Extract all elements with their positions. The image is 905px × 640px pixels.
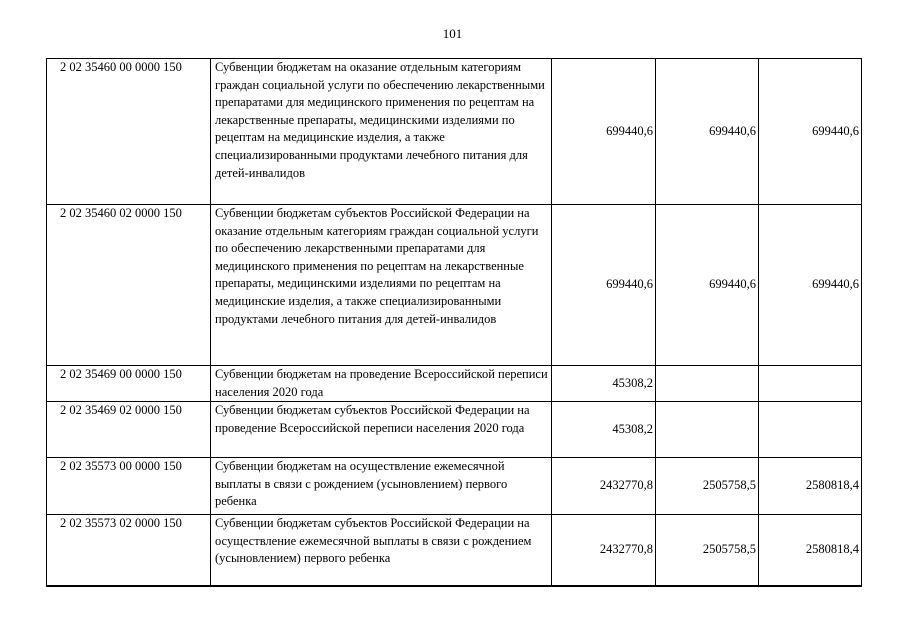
- amount-cell-1: 45308,2: [552, 402, 656, 458]
- amount-cell-1: 699440,6: [552, 205, 656, 366]
- amount-cell-2: [656, 402, 759, 458]
- amount-cell-3: [759, 366, 862, 402]
- amount-cell-2: 699440,6: [656, 59, 759, 205]
- amount-cell-1: 2432770,8: [552, 458, 656, 515]
- amount-cell-1: 2432770,8: [552, 515, 656, 587]
- description-cell: Субвенции бюджетам на проведение Всероссийской переписи населения 2020 года: [211, 366, 552, 402]
- budget-code-cell: 2 02 35469 02 0000 150: [47, 402, 211, 458]
- description-cell: Субвенции бюджетам субъектов Российской Федерации на оказание отдельным категориям граждан социальной услуги по обеспечению лекарственными препаратами для медицинского применения по рецептам на лекарственные препараты, медицинскими изделиями по рецептам на медицинские изделия, а также специализированными продуктами лечебного питания для детей-инвалидов: [211, 205, 552, 366]
- budget-code-cell: 2 02 35573 02 0000 150: [47, 515, 211, 587]
- amount-cell-3: [759, 402, 862, 458]
- description-cell: Субвенции бюджетам на осуществление ежемесячной выплаты в связи с рождением (усыновлением) первого ребенка: [211, 458, 552, 515]
- table-row: [47, 205, 862, 366]
- description-cell: Субвенции бюджетам субъектов Российской Федерации на осуществление ежемесячной выплаты в связи с рождением (усыновлением) первого ребенка: [211, 515, 552, 587]
- budget-code-cell: 2 02 35460 00 0000 150: [47, 59, 211, 205]
- page-number: 101: [442, 26, 463, 41]
- amount-cell-3: 699440,6: [759, 205, 862, 366]
- amount-cell-2: 699440,6: [656, 205, 759, 366]
- amount-cell-2: [656, 366, 759, 402]
- budget-code-cell: 2 02 35469 00 0000 150: [47, 366, 211, 402]
- table-row: [47, 458, 862, 515]
- amount-cell-3: 2580818,4: [759, 458, 862, 515]
- amount-cell-2: 2505758,5: [656, 515, 759, 587]
- budget-code-cell: 2 02 35573 00 0000 150: [47, 458, 211, 515]
- amount-cell-2: 2505758,5: [656, 458, 759, 515]
- budget-table-body: [47, 59, 862, 587]
- amount-cell-3: 699440,6: [759, 59, 862, 205]
- amount-cell-3: 2580818,4: [759, 515, 862, 587]
- budget-table: [46, 58, 862, 587]
- table-row: [47, 402, 862, 458]
- table-row: [47, 366, 862, 402]
- amount-cell-1: 45308,2: [552, 366, 656, 402]
- description-cell: Субвенции бюджетам на оказание отдельным категориям граждан социальной услуги по обеспечению лекарственными препаратами для медицинского применения по рецептам на лекарственные препараты, медицинскими изделиями по рецептам на медицинские изделия, а также специализированными продуктами лечебного питания для детей-инвалидов: [211, 59, 552, 205]
- description-cell: Субвенции бюджетам субъектов Российской Федерации на проведение Всероссийской переписи населения 2020 года: [211, 402, 552, 458]
- table-row: [47, 515, 862, 587]
- table-row: [47, 59, 862, 205]
- amount-cell-1: 699440,6: [552, 59, 656, 205]
- budget-code-cell: 2 02 35460 02 0000 150: [47, 205, 211, 366]
